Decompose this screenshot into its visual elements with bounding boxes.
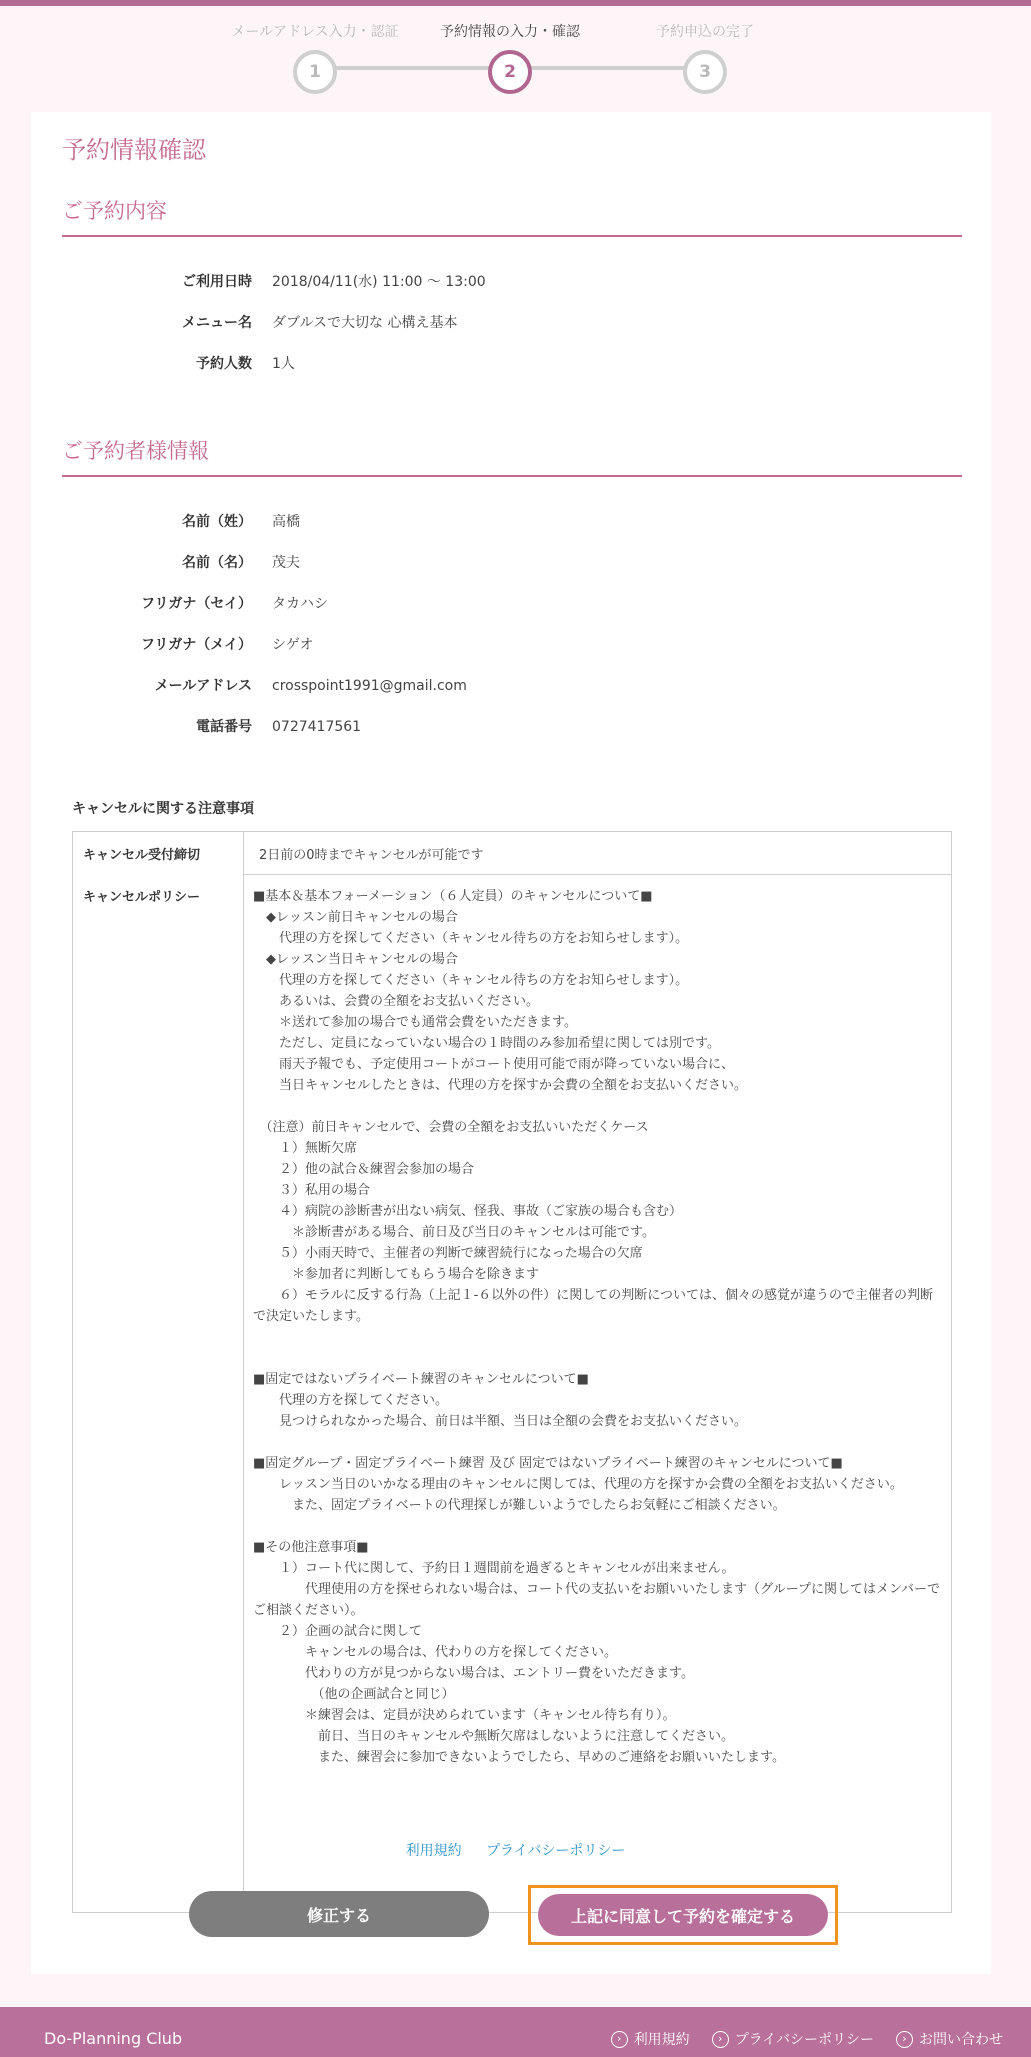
info-value: 2018/04/11(水) 11:00 ～ 13:00 [272, 274, 486, 290]
confirmation-card [31, 112, 991, 1974]
step-3 [605, 22, 805, 94]
step-label: 予約申込の完了 [656, 24, 754, 40]
info-value: 0727417561 [272, 719, 362, 735]
deadline-label: キャンセル受付締切 [83, 848, 201, 863]
policy-line: ２）他の試合＆練習会参加の場合 [253, 1162, 475, 1177]
policy-line: ５）小雨天時で、主催者の判断で練習続行になった場合の欠席 [253, 1246, 643, 1261]
info-label: ご利用日時 [182, 274, 252, 290]
policy-line: 代わりの方が見つからない場合は、エントリー費をいただきます。 [253, 1666, 694, 1681]
footer-link-privacy[interactable] [712, 2029, 874, 2049]
footer-link-contact[interactable] [896, 2029, 1003, 2049]
info-row-datetime [62, 270, 862, 294]
info-value: 茂夫 [272, 555, 300, 571]
footer-link-terms[interactable] [611, 2029, 690, 2049]
policy-line: ■その他注意事項■ [253, 1540, 369, 1555]
info-row-last-name [62, 510, 862, 534]
table-row [73, 832, 951, 875]
policy-line: ◆レッスン当日キャンセルの場合 [253, 952, 458, 967]
policy-label: キャンセルポリシー [83, 890, 201, 905]
info-value: ダブルスで大切な 心構え基本 [272, 315, 458, 331]
policy-line: ■固定ではないプライベート練習のキャンセルについて■ [253, 1372, 589, 1387]
top-accent-bar [0, 0, 1031, 6]
page-title: 予約情報確認 [62, 136, 206, 164]
policy-line: （他の企画試合と同じ） [253, 1687, 455, 1702]
step-number: 2 [488, 50, 532, 94]
policy-line: （注意）前日キャンセルで、会費の全額をお支払いいただくケース [253, 1120, 649, 1135]
policy-line: レッスン当日のいかなる理由のキャンセルに関しては、代理の方を探すか会費の全額をお支払いください。 [253, 1477, 903, 1492]
policy-line: ただし、定員になっていない場合の１時間のみ参加希望に関しては別です。 [253, 1036, 720, 1051]
policy-line: 当日キャンセルしたときは、代理の方を探すか会費の全額をお支払いください。 [253, 1078, 748, 1093]
policy-line: ■固定グループ・固定プライベート練習 及び 固定ではないプライベート練習のキャンセルについて■ [253, 1456, 843, 1471]
info-label: 電話番号 [196, 719, 252, 735]
policy-line: ◆レッスン前日キャンセルの場合 [253, 910, 458, 925]
policy-line: ６）モラルに反する行為（上記１-６以外の件）に関しての判断については、個々の感覚が違うので主催者の判断で決定いたします。 [253, 1288, 934, 1324]
info-row-email [62, 674, 862, 698]
footer-text-links [0, 1840, 1031, 1860]
info-value: シゲオ [272, 637, 314, 653]
policy-line: あるいは、会費の全額をお支払いください。 [253, 994, 540, 1009]
info-label: 予約人数 [196, 356, 252, 372]
step-label: 予約情報の入力・確認 [440, 24, 580, 40]
policy-line: キャンセルの場合は、代わりの方を探してください。 [253, 1645, 618, 1660]
terms-link[interactable]: 利用規約 [405, 1843, 462, 1859]
table-header-cell [73, 832, 244, 874]
cancel-notice-heading: キャンセルに関する注意事項 [72, 801, 254, 817]
info-value: 1人 [272, 356, 295, 372]
policy-text [253, 886, 943, 1768]
footer-nav [589, 2029, 1003, 2049]
info-label: 名前（姓） [182, 514, 252, 530]
footer-link-label: お問い合わせ [919, 2032, 1003, 2048]
policy-line: 代理の方を探してください（キャンセル待ちの方をお知らせします）。 [253, 931, 689, 946]
info-row-menu [62, 311, 862, 335]
chevron-right-icon: › [712, 2031, 729, 2048]
policy-line: ４）病院の診断書が出ない病気、怪我、事故（ご家族の場合も含む） [253, 1204, 683, 1219]
table-header-cell [73, 874, 244, 1912]
customer-section-heading: ご予約者様情報 [62, 435, 962, 477]
footer-link-label: プライバシーポリシー [734, 2032, 874, 2048]
site-footer [0, 2007, 1031, 2057]
info-label: メールアドレス [154, 678, 252, 694]
policy-line: 代理の方を探してください（キャンセル待ちの方をお知らせします）。 [253, 973, 689, 988]
step-2 [410, 22, 610, 94]
info-label: フリガナ（セイ） [141, 596, 252, 612]
policy-line: ２）企画の試合に関して [253, 1624, 423, 1639]
policy-line [253, 1096, 943, 1117]
cancel-policy-table [72, 831, 952, 1913]
policy-line: 前日、当日のキャンセルや無断欠席はしないように注意してください。 [253, 1729, 735, 1744]
policy-line: また、練習会に参加できないようでしたら、早めのご連絡をお願いいたします。 [253, 1750, 785, 1765]
reservation-section-heading: ご予約内容 [62, 195, 962, 237]
info-value: タカハシ [272, 596, 328, 612]
policy-line: ＊参加者に判断してもらう場合を除きます [253, 1267, 540, 1282]
policy-line: １）無断欠席 [253, 1141, 358, 1156]
step-label: メールアドレス入力・認証 [231, 24, 399, 40]
chevron-right-icon: › [896, 2031, 913, 2048]
info-value: 高橋 [272, 514, 300, 530]
table-row [73, 874, 951, 1912]
info-row-kana-first [62, 633, 862, 657]
policy-line [253, 1516, 943, 1537]
footer-link-label: 利用規約 [633, 2032, 690, 2048]
step-number: 3 [683, 50, 727, 94]
info-row-phone [62, 715, 862, 739]
info-label: フリガナ（メイ） [140, 637, 252, 653]
policy-line: ■基本＆基本フォーメーション（６人定員）のキャンセルについて■ [253, 889, 653, 904]
info-value: crosspoint1991@gmail.com [272, 678, 467, 694]
info-row-first-name [62, 551, 862, 575]
footer-brand: Do-Planning Club [44, 2029, 183, 2048]
privacy-link[interactable]: プライバシーポリシー [486, 1843, 626, 1859]
policy-line: １）コート代に関して、予約日１週間前を過ぎるとキャンセルが出来ません。 [253, 1561, 735, 1576]
info-row-kana-last [62, 592, 862, 616]
policy-line: ＊送れて参加の場合でも通常会費をいただきます。 [253, 1015, 577, 1030]
policy-line: 見つけられなかった場合、前日は半額、当日は全額の会費をお支払いください。 [253, 1414, 748, 1429]
policy-line [253, 1327, 943, 1348]
step-1 [215, 22, 415, 94]
policy-line: 雨天予報でも、予定使用コートがコート使用可能で雨が降っていない場合に、 [253, 1057, 735, 1072]
policy-line: ３）私用の場合 [253, 1183, 371, 1198]
policy-line: ＊診断書がある場合、前日及び当日のキャンセルは可能です。 [253, 1225, 655, 1240]
policy-line [253, 1432, 943, 1453]
info-label: 名前（名） [182, 555, 252, 571]
confirm-reservation-button[interactable]: 上記に同意して予約を確定する [538, 1894, 828, 1936]
policy-line: また、固定プライベートの代理探しが難しいようでしたらお気軽にご相談ください。 [253, 1498, 786, 1513]
chevron-right-icon: › [611, 2031, 628, 2048]
policy-line [253, 1348, 943, 1369]
progress-stepper [0, 22, 1031, 94]
policy-line: ＊練習会は、定員が決められています（キャンセル待ち有り）。 [253, 1708, 676, 1723]
step-number: 1 [293, 50, 337, 94]
info-row-people [62, 352, 862, 376]
deadline-value: 2日前の0時までキャンセルが可能です [259, 848, 484, 863]
confirm-button-highlight [528, 1885, 838, 1945]
info-label: メニュー名 [182, 315, 252, 331]
policy-line: 代理使用の方を探せられない場合は、コート代の支払いをお願いいたします（グループに関してはメンバーでご相談ください）。 [253, 1582, 941, 1618]
policy-line: 代理の方を探してください。 [253, 1393, 449, 1408]
edit-button[interactable]: 修正する [189, 1891, 489, 1937]
